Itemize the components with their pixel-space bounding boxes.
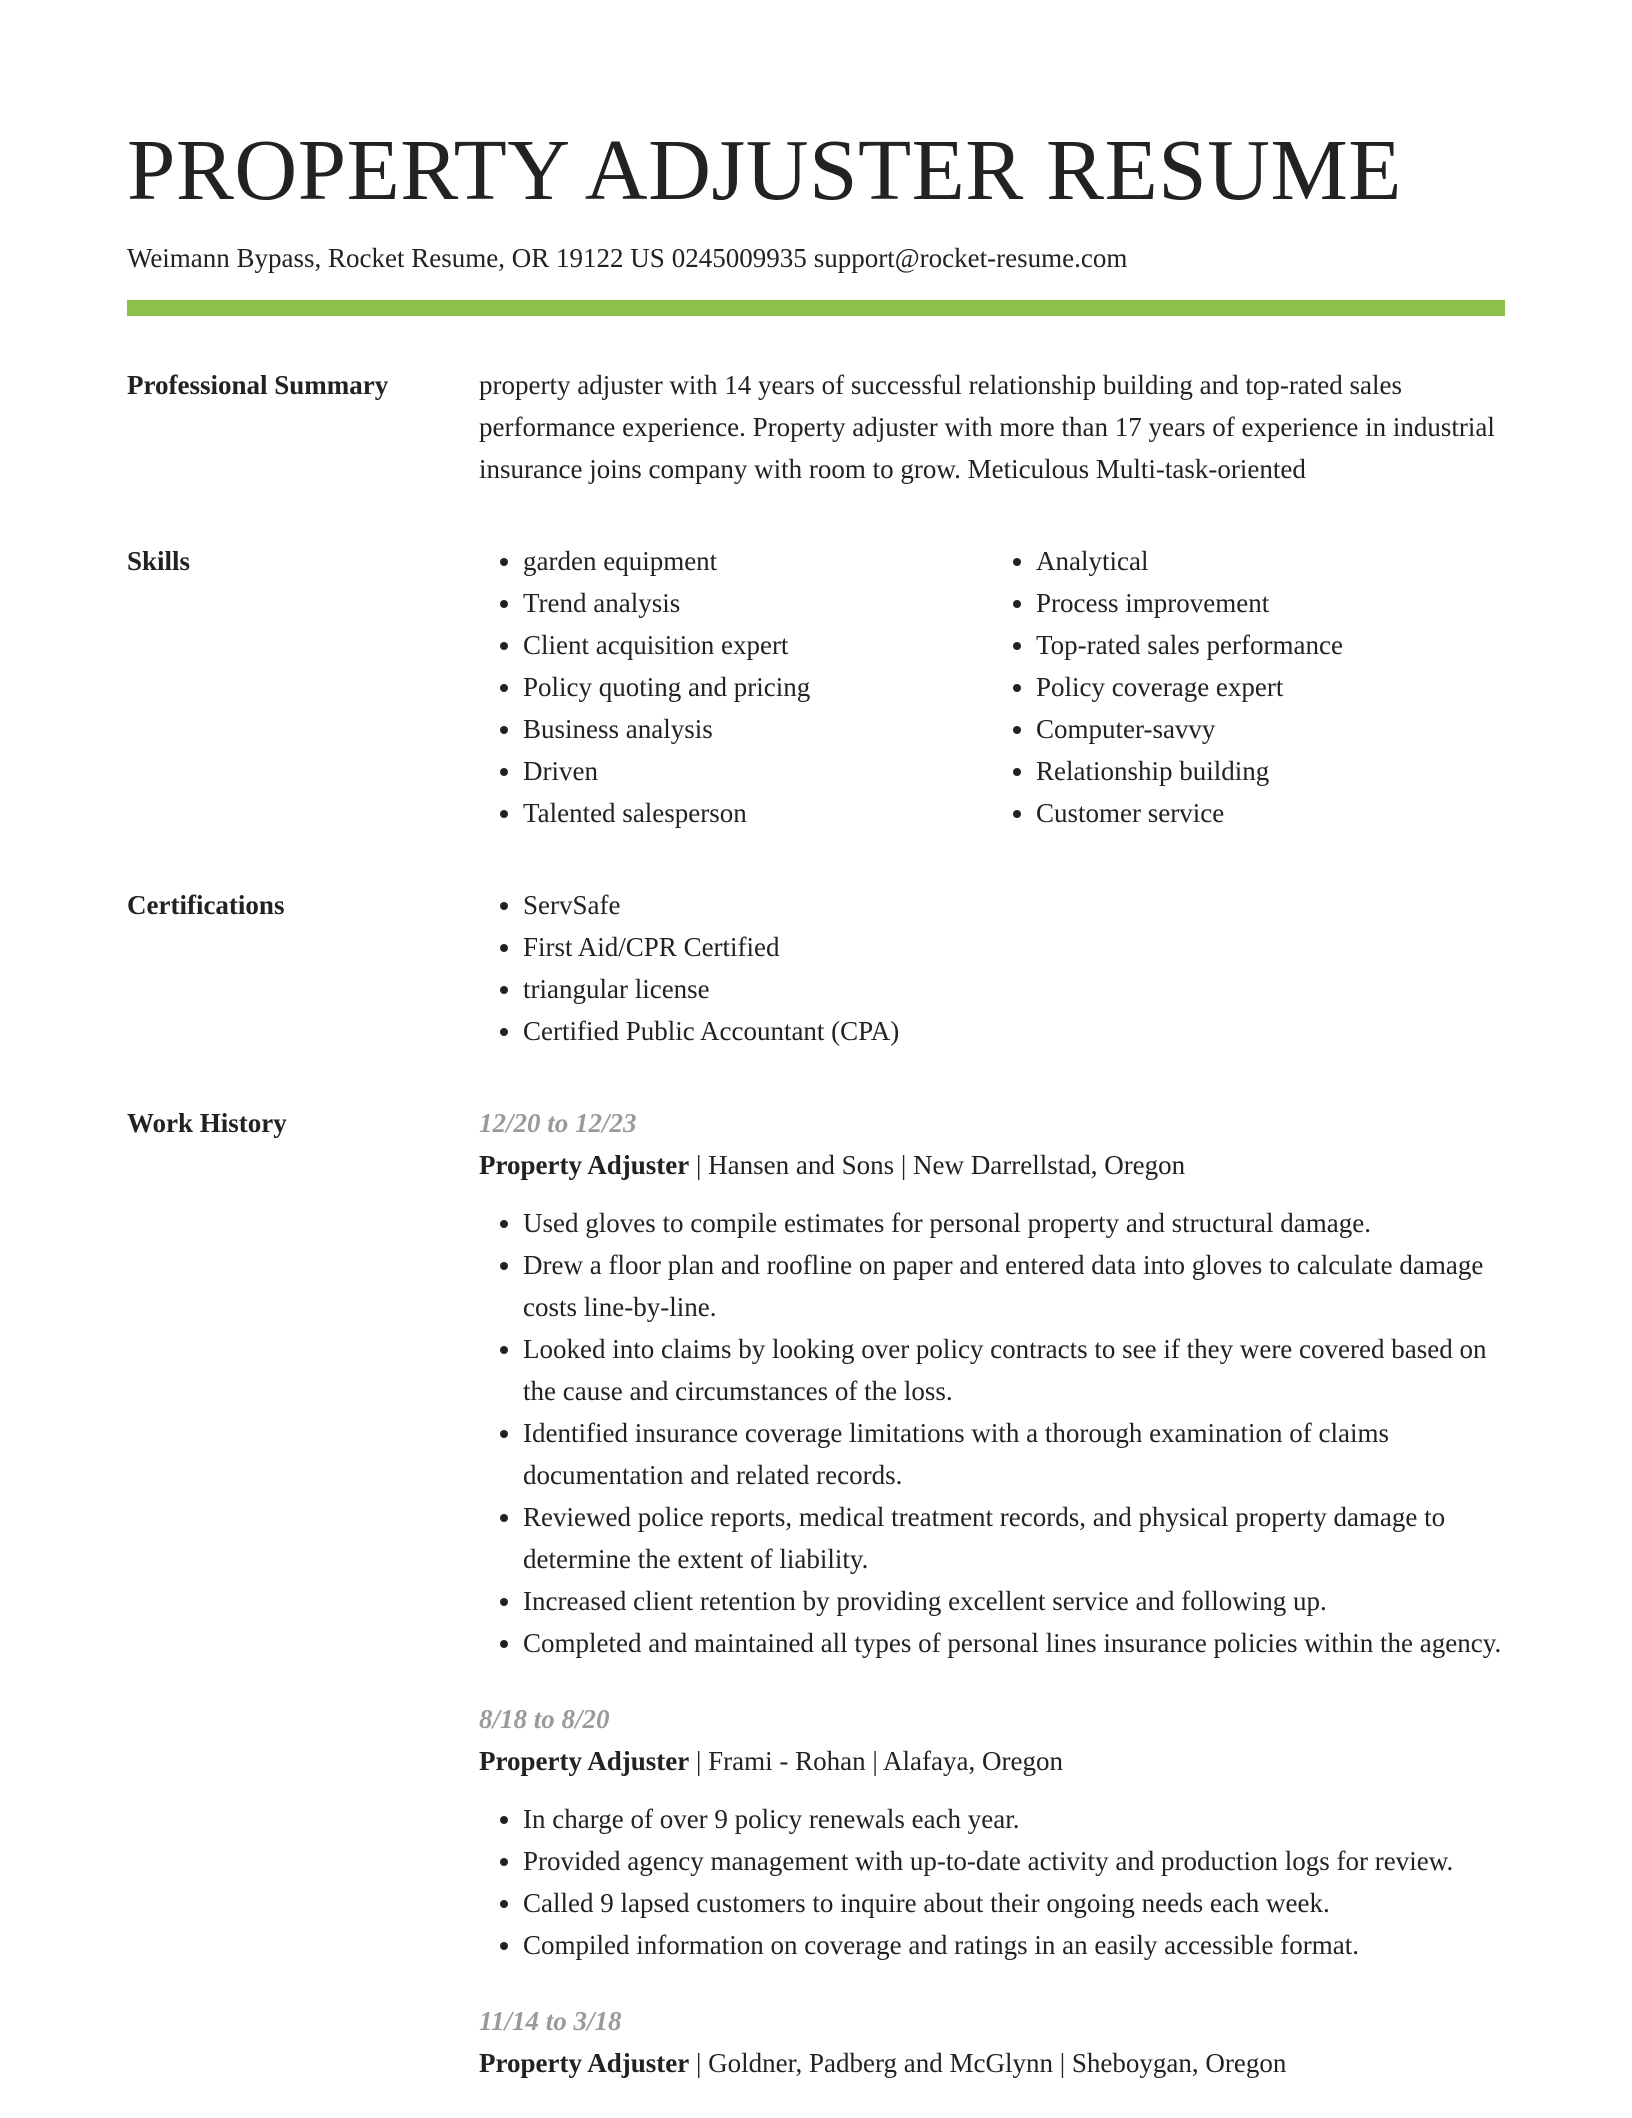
skill-item: • Policy quoting and pricing	[523, 666, 992, 708]
job-title: Property Adjuster	[479, 1746, 690, 1776]
work-history-heading: Work History	[127, 1108, 287, 1138]
job-bullet: • Compiled information on coverage and ratings in an easily accessible format.	[523, 1924, 1505, 1966]
contact-address: Weimann Bypass, Rocket Resume, OR 19122 US	[127, 243, 665, 273]
job-location: New Darrellstad, Oregon	[913, 1150, 1186, 1180]
skill-item: • Top-rated sales performance	[1036, 624, 1505, 666]
skill-item: • Customer service	[1036, 792, 1505, 834]
work-history-section	[127, 1102, 1505, 2118]
contact-phone: 0245009935	[671, 243, 807, 273]
job-bullet: • Increased client retention by providing excellent service and following up.	[523, 1580, 1505, 1622]
skill-item: • Driven	[523, 750, 992, 792]
job-title: Property Adjuster	[479, 2048, 690, 2078]
skills-list-right	[992, 540, 1505, 834]
certification-item: • triangular license	[523, 968, 1505, 1010]
contact-email: support@rocket-resume.com	[813, 243, 1128, 273]
summary-text: property adjuster with 14 years of successful relationship building and top-rated sales performance experience. Property adjuster with more than 17 years of experience in industrial insurance joins company with room to grow. Meticulous Multi-task-oriented	[479, 370, 1495, 484]
job-entry	[479, 1698, 1505, 1966]
certifications-body	[479, 884, 1505, 1052]
job-bullets	[479, 1202, 1505, 1664]
job-line: Property Adjuster | Frami - Rohan | Alafaya, Oregon	[479, 1746, 1063, 1776]
job-bullet: • Provided agency management with up-to-date activity and production logs for review.	[523, 1840, 1505, 1882]
job-bullet: • Used gloves to compile estimates for personal property and structural damage.	[523, 1202, 1505, 1244]
resume-title: PROPERTY ADJUSTER RESUME	[127, 121, 1402, 218]
certification-item: • ServSafe	[523, 884, 1505, 926]
skill-item: • Policy coverage expert	[1036, 666, 1505, 708]
skill-item: • Computer-savvy	[1036, 708, 1505, 750]
certification-item: • Certified Public Accountant (CPA)	[523, 1010, 1505, 1052]
job-bullet: • Reviewed police reports, medical treatment records, and physical property damage to determine the extent of liability.	[523, 1496, 1505, 1580]
contact-line	[127, 240, 1505, 276]
skills-heading: Skills	[127, 546, 191, 576]
skill-item: • garden equipment	[523, 540, 992, 582]
summary-section	[127, 364, 1505, 490]
job-dates: 12/20 to 12/23	[479, 1108, 637, 1138]
job-location: Sheboygan, Oregon	[1071, 2048, 1287, 2078]
skill-item: • Client acquisition expert	[523, 624, 992, 666]
job-company: Frami - Rohan	[708, 1746, 866, 1776]
job-dates: 8/18 to 8/20	[479, 1704, 610, 1734]
skills-body	[479, 540, 1505, 834]
skills-list-left	[479, 540, 992, 834]
job-line: Property Adjuster | Hansen and Sons | New Darrellstad, Oregon	[479, 1150, 1186, 1180]
job-company: Hansen and Sons	[708, 1150, 895, 1180]
job-company: Goldner, Padberg and McGlynn	[708, 2048, 1053, 2078]
job-bullet: • Identified insurance coverage limitations with a thorough examination of claims documentation and related records.	[523, 1412, 1505, 1496]
job-bullet: • Drew a floor plan and roofline on paper and entered data into gloves to calculate damage costs line-by-line.	[523, 1244, 1505, 1328]
job-location: Alafaya, Oregon	[883, 1746, 1063, 1776]
summary-body	[479, 364, 1505, 490]
skill-item: • Trend analysis	[523, 582, 992, 624]
job-line: Property Adjuster | Goldner, Padberg and McGlynn | Sheboygan, Oregon	[479, 2048, 1287, 2078]
job-bullet: • Looked into claims by looking over policy contracts to see if they were covered based on the cause and circumstances of the loss.	[523, 1328, 1505, 1412]
skill-item: • Analytical	[1036, 540, 1505, 582]
job-bullet: • Completed and maintained all types of personal lines insurance policies within the agency.	[523, 1622, 1505, 1664]
skill-item: • Process improvement	[1036, 582, 1505, 624]
certification-item: • First Aid/CPR Certified	[523, 926, 1505, 968]
certifications-heading: Certifications	[127, 890, 285, 920]
header-accent-bar	[127, 300, 1505, 316]
certifications-list	[479, 884, 1505, 1052]
skill-item: • Relationship building	[1036, 750, 1505, 792]
summary-heading: Professional Summary	[127, 370, 389, 400]
job-bullet: • In charge of over 9 policy renewals each year.	[523, 1798, 1505, 1840]
skill-item: • Business analysis	[523, 708, 992, 750]
certifications-section	[127, 884, 1505, 1052]
skill-item: • Talented salesperson	[523, 792, 992, 834]
job-bullet: • Called 9 lapsed customers to inquire about their ongoing needs each week.	[523, 1882, 1505, 1924]
skills-section	[127, 540, 1505, 834]
work-history-body	[479, 1102, 1505, 2118]
job-title: Property Adjuster	[479, 1150, 690, 1180]
job-dates: 11/14 to 3/18	[479, 2006, 622, 2036]
job-entry	[479, 2000, 1505, 2084]
job-bullets	[479, 1798, 1505, 1966]
job-entry	[479, 1102, 1505, 1664]
